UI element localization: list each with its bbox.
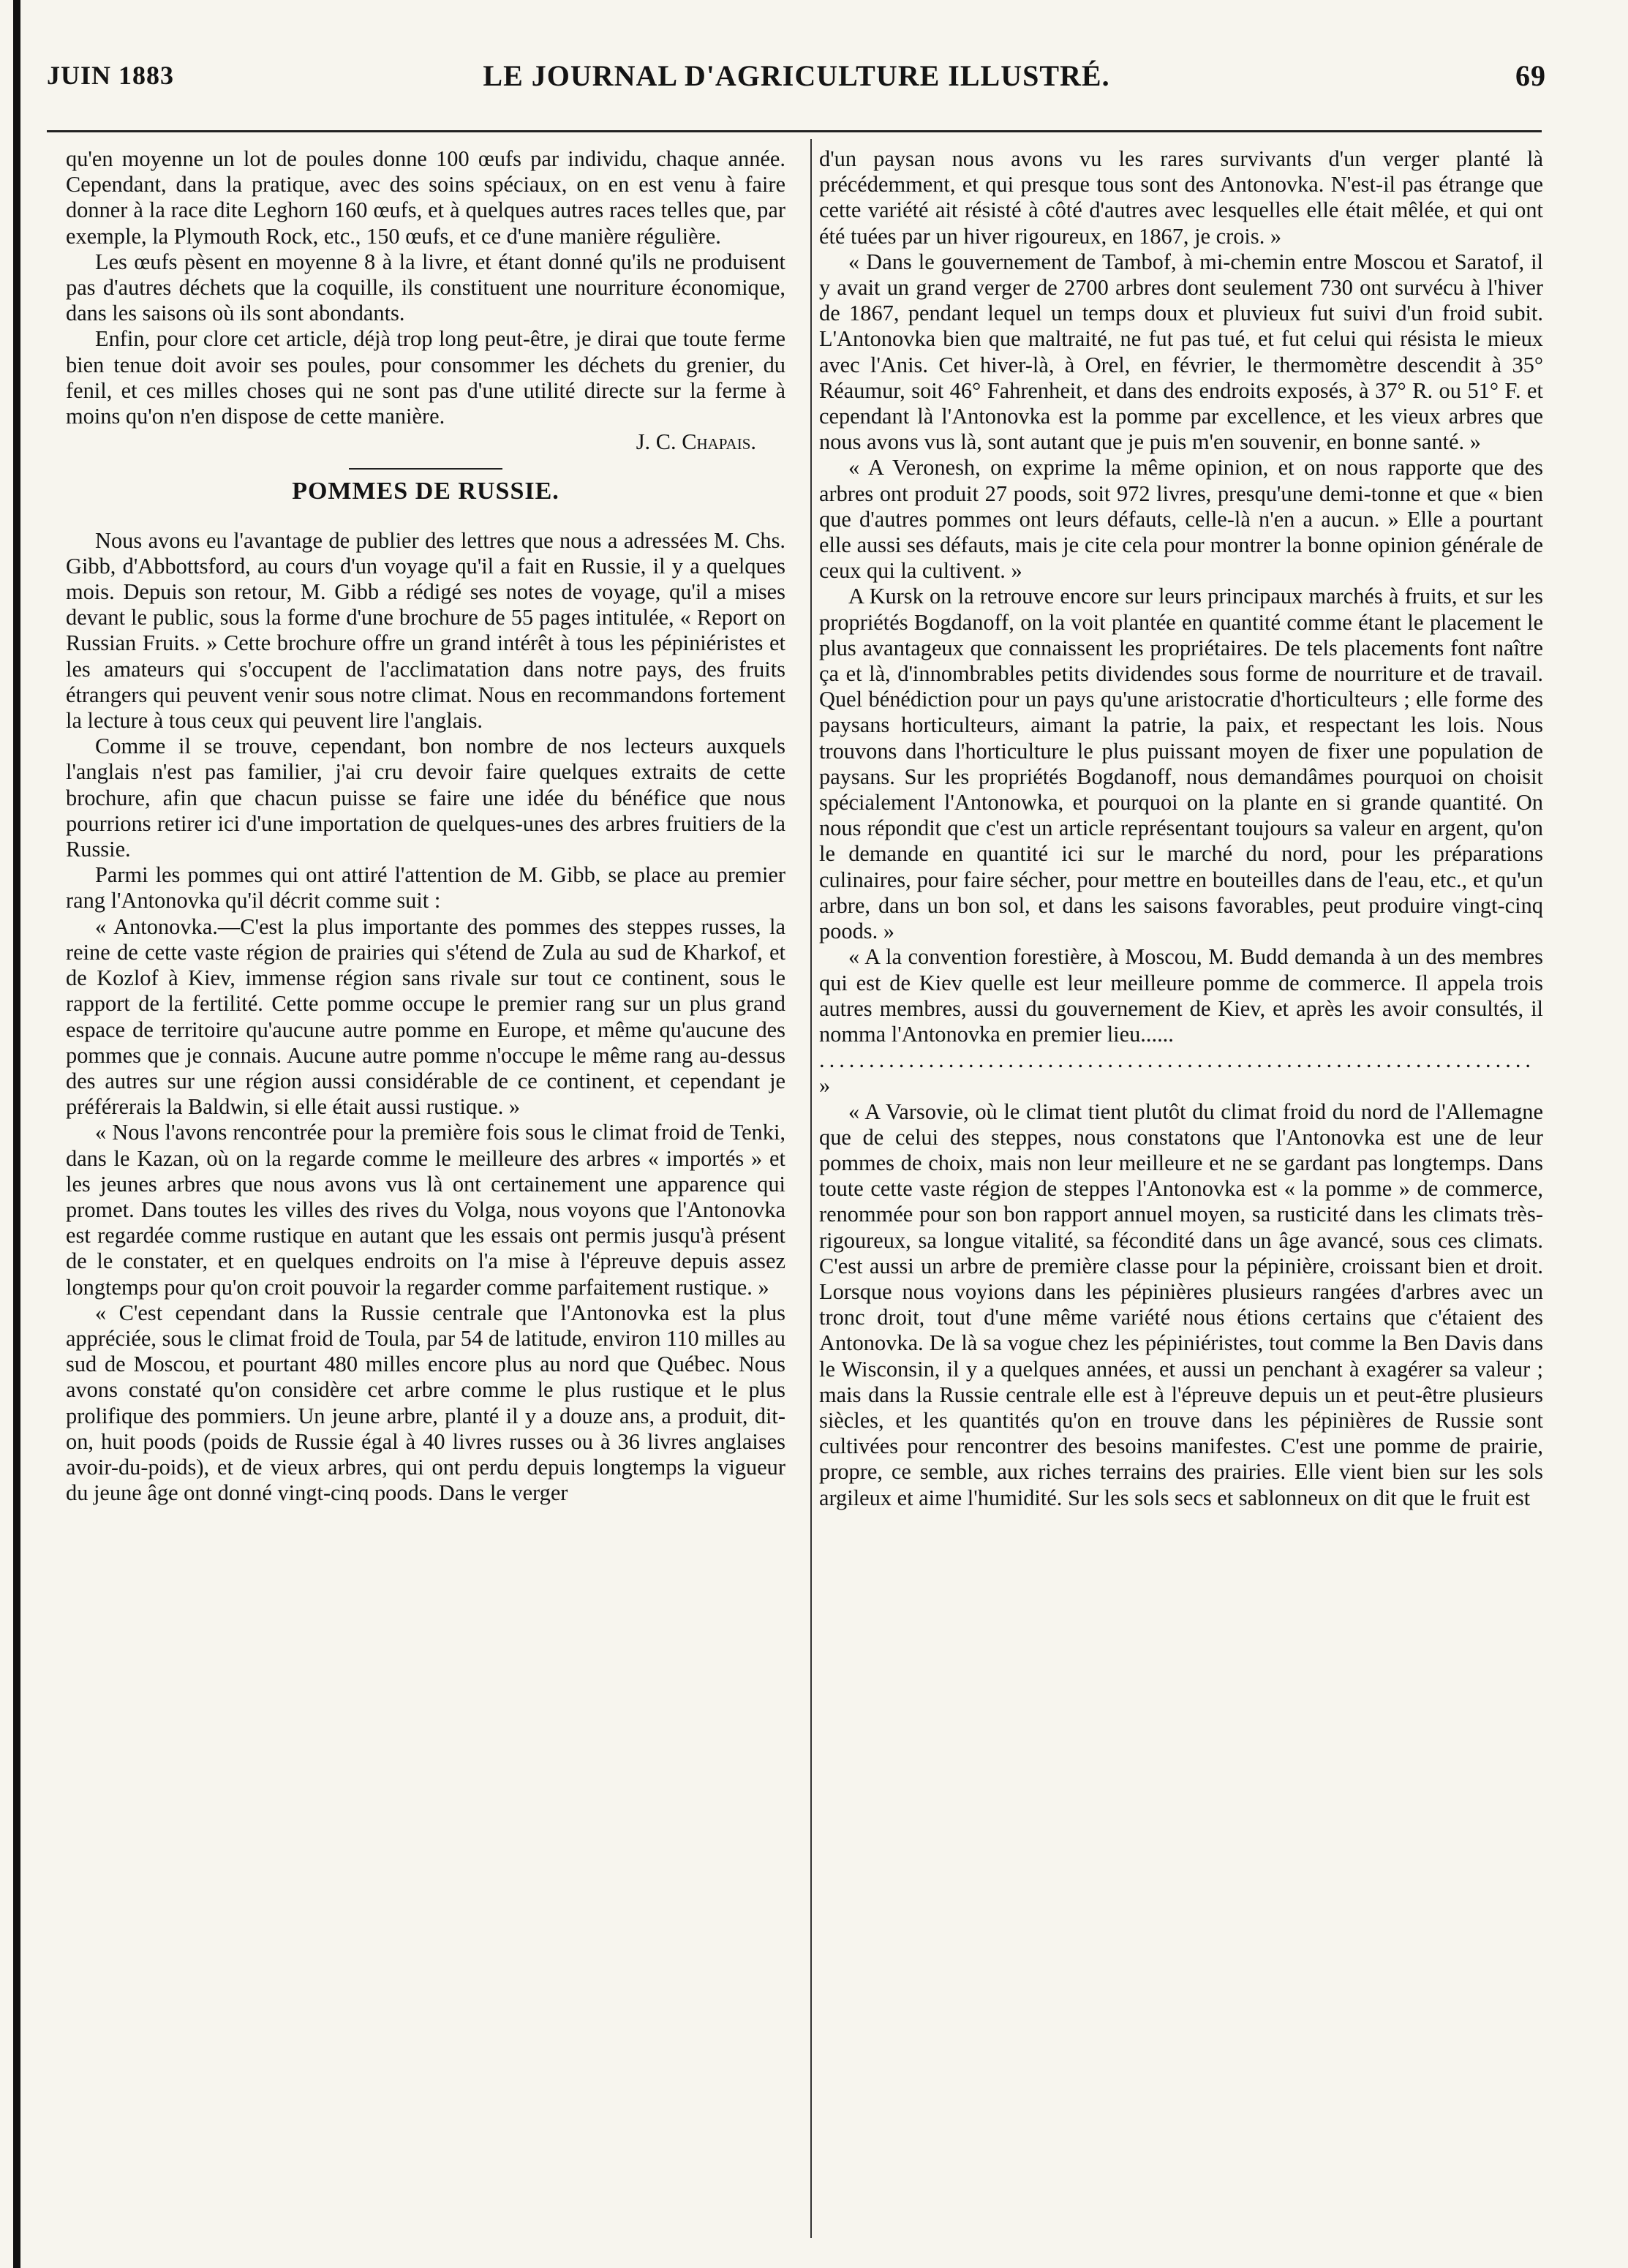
journal-title: LE JOURNAL D'AGRICULTURE ILLUSTRÉ. (483, 59, 1110, 92)
paragraph: A Kursk on la retrouve encore sur leurs principaux marchés à fruits, et sur les propriétés Bogdanoff, on la voit plantée en quantité comme étant le placement le plus avantageux que connaissent les propriétaires. De tels placements font naître ça et là, d'innombrables petits dividendes sous forme de nourriture et de travail. Quel bénédiction pour un pays qu'une aristocratie d'horticulteurs ; elle forme des paysans horticulteurs, aimant la patrie, la paix, et respectant les lois. Nous trouvons dans l'horticulture le plus puissant moyen de fixer une population de paysans. Sur les propriétés Bogdanoff, nous demandâmes pourquoi on choisit spécialement l'Antonowka, et pourquoi on la plante en si grande quantité. On nous répondit que c'est un article représentant toujours sa valeur en argent, qu'on le demande en quantité ici sur le marché du nord, pour les préparations culinaires, pour faire sécher, pour mettre en bouteilles dans de l'eau, etc., et qu'un arbre, dans un bon sol, et dans les saisons favorables, peut produire vingt-cinq poods. » (819, 584, 1543, 944)
paragraph: « A Varsovie, où le climat tient plutôt du climat froid du nord de l'Allemagne que de celui des steppes, nous constatons que l'Antonovka est une de leur pommes de choix, mais non leur meilleure et ne se gardant pas longtemps. Dans toute cette vaste région de steppes l'Antonovka est « la pomme » de commerce, renommée pour son bon rapport annuel moyen, sa rusticité dans les climats très-rigoureux, sa longue vitalité, sa fécondité dans un âge avancé, sous ces climats. C'est aussi un arbre de première classe pour la pépinière, croissant bien et droit. Lorsque nous voyions dans les pépinières plusieurs rangées d'arbres avec un tronc droit, tout d'une même variété nous étions certains que c'étaient des Antonovka. De là sa vogue chez les pépiniéristes, tout comme la Ben Davis dans le Wisconsin, il y a quelques années, et aussi un penchant à exagérer sa valeur ; mais dans la Russie centrale elle est à l'épreuve depuis un et peut-être plusieurs siècles, et les quantités qu'on en trouve dans les pépinières de Russie sont cultivées pour rencontrer des besoins manifestes. C'est une pomme de prairie, propre, ce semble, aux riches terrains des prairies. Elle vient bien sur les sols argileux et aime l'humidité. Sur les sols secs et sablonneux on dit que le fruit est (819, 1099, 1543, 1510)
page-header (47, 56, 1546, 99)
paragraph: « Dans le gouvernement de Tambof, à mi-chemin entre Moscou et Saratof, il y avait un grand verger de 2700 arbres dont seulement 730 ont survécu à l'hiver de 1867, pendant lequel un temps doux et pluvieux fut suivi d'un froid subit. L'Antonovka bien que maltraité, ne fut pas tué, et fut celui qui résista le mieux avec l'Anis. Cet hiver-là, à Orel, en février, le thermomètre descendit à 35° Réaumur, soit 46° Fahrenheit, et dans des endroits exposés, à 37° R. ou 51° F. et cependant là l'Antonovka est la pomme par excellence, et les vieux arbres que nous avons vus là, sont autant que je puis m'en souvenir, en bonne santé. » (819, 249, 1543, 455)
column-divider (810, 139, 812, 2238)
paragraph: « Nous l'avons rencontrée pour la première fois sous le climat froid de Tenki, dans le Kazan, où on la regarde comme le meilleure des arbres « importés » et les jeunes arbres que nous avons vus là ont certainement une apparence qui promet. Dans toutes les villes des rives du Volga, nous voyons que l'Antonovka est regardée comme rustique en autant que les essais ont permis jusqu'à présent de le constater, et en quelques endroits on l'a mise à l'épreuve depuis assez longtemps pour qu'on croit pouvoir la regarder comme parfaitement rustique. » (66, 1120, 785, 1300)
ellipsis-line: ........................................................................ (819, 1047, 1536, 1073)
paragraph: Parmi les pommes qui ont attiré l'attention de M. Gibb, se place au premier rang l'Antonovka qu'il décrit comme suit : (66, 862, 785, 913)
paragraph: « C'est cependant dans la Russie centrale que l'Antonovka est la plus appréciée, sous le climat froid de Toula, par 54 de latitude, environ 110 milles au sud de Moscou, et pourtant 480 milles encore plus au nord que Québec. Nous avons constaté qu'on considère cet arbre comme le plus rustique et le plus prolifique des pommiers. Un jeune arbre, planté il y a douze ans, a produit, dit-on, huit poods (poids de Russie égal à 40 livres russes ou à 36 livres anglaises avoir-du-poids), et de vieux arbres, qui ont perdu depuis longtemps la vigueur du jeune âge ont donné vingt-cinq poods. Dans le verger (66, 1300, 785, 1506)
author-signature (66, 429, 785, 455)
paragraph-text: « A la convention forestière, à Moscou, M. Budd demanda à un des membres qui est de Kiev quelle est leur meilleure pomme de commerce. Il appela trois autres membres, aussi du gouvernement de Kiev, et après les avoir consultés, il nomma l'Antonovka en premier lieu (819, 944, 1543, 1047)
page-number: 69 (1515, 59, 1546, 92)
paragraph: Nous avons eu l'avantage de publier des lettres que nous a adressées M. Chs. Gibb, d'Abbottsford, au cours d'un voyage qu'il a fait en Russie, il y a quelques mois. Depuis son retour, M. Gibb a rédigé ses notes de voyage, qu'il a mises devant le public, sous la forme d'une brochure de 55 pages intitulée, « Report on Russian Fruits. » Cette brochure offre un grand intérêt à tous les pépiniéristes et les amateurs qui s'occupent de l'acclimatation dans notre pays, des fruits étrangers qui peuvent venir sous notre climat. Nous en recommandons fortement la lecture à tous ceux qui peuvent lire l'anglais. (66, 527, 785, 734)
right-column (819, 146, 1543, 2231)
paragraph: qu'en moyenne un lot de poules donne 100 œufs par individu, chaque année. Cependant, dans la pratique, avec des soins spéciaux, on en est venu à faire donner à la race dite Leghorn 160 œufs, et à quelques autres races telles que, par exemple, la Plymouth Rock, etc., 150 œufs, et ce d'une manière régulière. (66, 146, 785, 249)
header-rule (47, 130, 1542, 132)
paragraph: Enfin, pour clore cet article, déjà trop long peut-être, je dirai que toute ferme bien tenue doit avoir ses poules, pour consommer les déchets du grenier, du fenil, et ces milles choses qui ne sont pas d'une utilité directe sur la ferme à moins qu'on n'en dispose de cette manière. (66, 326, 785, 429)
signature-name: Chapais. (682, 429, 756, 455)
left-column (66, 146, 785, 2231)
paragraph: « Antonovka.—C'est la plus importante des pommes des steppes russes, la reine de cette vaste région de prairies qui s'étend de Zula au sud de Kharkof, et de Kozlof à Kiev, immense région sans rivale sur tout ce continent, sous le rapport de la fertilité. Cette pomme occupe le premier rang sur un plus grand espace de territoire qu'aucune autre pomme en Europe, et même qu'aucune des pommes que je connais. Aucune autre pomme n'occupe le même rang au-dessus des autres sur une région aussi considérable de ce continent, et cependant je préférerais la Baldwin, si elle était aussi rustique. » (66, 913, 785, 1120)
closing-quote: » (819, 1073, 831, 1099)
header-date: JUIN 1883 (47, 61, 175, 90)
paragraph: d'un paysan nous avons vu les rares survivants d'un verger planté là précédemment, et qui presque tous sont des Antonovka. N'est-il pas étrange que cette variété ait résisté à côté d'autres avec lesquelles elle était mêlée, et qui ont été tuées par un hiver rigoureux, en 1867, je crois. » (819, 146, 1543, 249)
paragraph: Comme il se trouve, cependant, bon nombre de nos lecteurs auxquels l'anglais n'est pas familier, j'ai cru devoir faire quelques extraits de cette brochure, afin que chacun puisse se faire une idée du bénéfice que nous pourrions retirer ici d'une importation de quelques-unes des arbres fruitiers de la Russie. (66, 734, 785, 862)
section-rule (349, 468, 502, 470)
binding-edge (13, 0, 20, 2268)
ellipsis-dots: ...... (1140, 1021, 1174, 1047)
section-title: POMMES DE RUSSIE. (292, 478, 559, 505)
paragraph (819, 944, 1543, 1047)
paragraph: Les œufs pèsent en moyenne 8 à la livre, et étant donné qu'ils ne produisent pas d'autres déchets que la coquille, ils constituent une nourriture économique, dans les saisons où ils sont abondants. (66, 249, 785, 326)
signature-initials: J. C. (636, 429, 677, 455)
paragraph: « A Veronesh, on exprime la même opinion, et on nous rapporte que des arbres ont produit 27 poods, soit 972 livres, presqu'une demi-tonne et que « bien que d'autres pommes ont leurs défauts, celle-là n'en a aucun. » Elle a pourtant elle aussi ses défauts, mais je cite cela pour montrer la bonne opinion générale de ceux qui la cultivent. » (819, 455, 1543, 584)
